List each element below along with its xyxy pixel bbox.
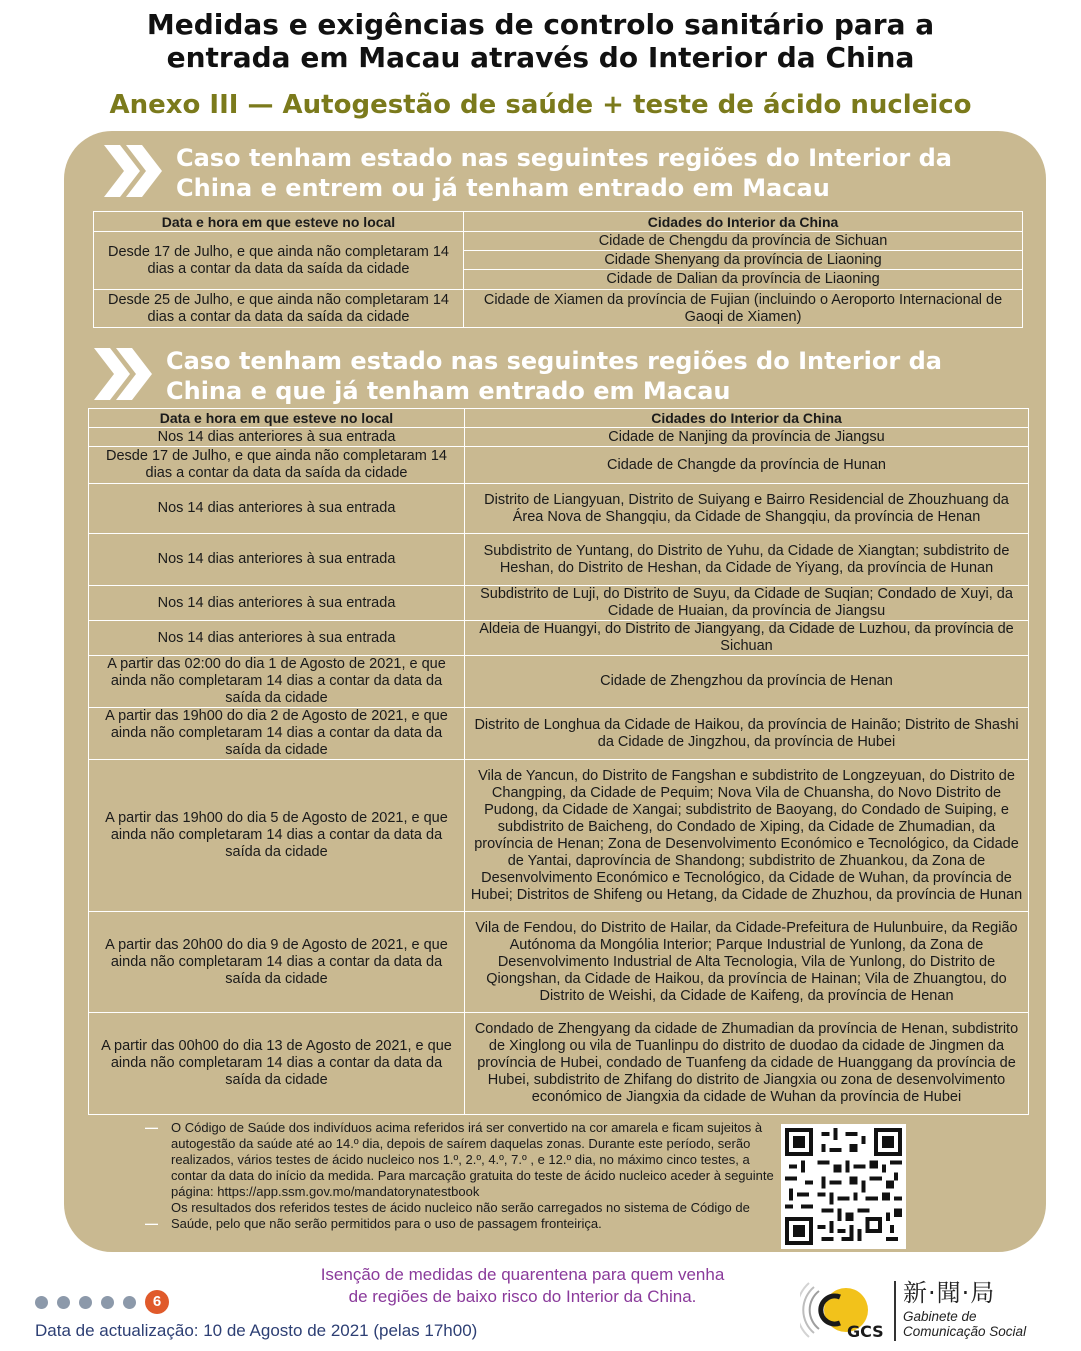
table-row [89, 534, 1029, 586]
city-cell: Distrito de Liangyuan, Distrito de Suiyang e Bairro Residencial de Zhouzhuang da Área Nova de Shangqiu, da Cidade de Shangqiu, da província de Henan [465, 484, 1029, 534]
table-row [89, 1013, 1029, 1115]
column-header-city: Cidades do Interior da China [465, 409, 1029, 428]
city-cell: Cidade de Dalian da província de Liaoning [464, 270, 1023, 290]
page-dot[interactable] [79, 1296, 92, 1309]
city-cell: Subdistrito de Yuntang, do Distrito de Yuhu, da Cidade de Xiangtan; subdistrito de Heshan, do Distrito de Heshan, da Cidade de Yiyang, da província de Hunan [465, 534, 1029, 586]
section-1-title [176, 143, 952, 203]
page-indicator [35, 1290, 169, 1314]
exemption-line-1: Isenção de medidas de quarentena para quem venha [320, 1265, 725, 1284]
dash-bullet-icon: — [145, 1216, 158, 1231]
table-row [89, 656, 1029, 708]
table-row [89, 621, 1029, 656]
table-row [89, 447, 1029, 484]
section-1-title-line-1: Caso tenham estado nas seguintes regiões do Interior da [176, 144, 952, 172]
current-page-badge: 6 [145, 1290, 169, 1314]
double-chevron-icon [100, 143, 164, 199]
table-row [89, 586, 1029, 621]
exemption-notice [250, 1264, 795, 1308]
dash-bullet-icon: — [145, 1120, 158, 1135]
date-cell: Nos 14 dias anteriores à sua entrada [89, 534, 465, 586]
date-cell: Nos 14 dias anteriores à sua entrada [89, 621, 465, 656]
page-subtitle: Anexo III — Autogestão de saúde + teste de ácido nucleico [109, 90, 972, 120]
city-cell: Cidade de Chengdu da província de Sichuan [464, 232, 1023, 251]
city-cell: Vila de Yancun, do Distrito de Fangshan e subdistrito de Longzeyuan, do Distrito de Changping, da Cidade de Pequim; Nova Vila de Chuansha, do Novo Distrito de Pudong, da Cidade de Xangai; subdistrito de Baoyang, do Condado de Suiping, e subdistrito de Baicheng, do Condado de Xiping, da Cidade de Zhumadian, da província de Henan; Zona de Desenvolvimento Económico e Tecnológico, da Cidade de Yantai, daprovíncia de Shandong; subdistrito de Zhuankou, da Zona de Desenvolvimento Económico e Tecnológico, da Cidade de Wuhan, da província de Hubei; Distritos de Shifeng ou Hetang, da Cidade de Zhuzhou, da província de Hunan [465, 760, 1029, 912]
date-cell: A partir das 19h00 do dia 2 de Agosto de 2021, e que ainda não completaram 14 dias a contar da data da saída da cidade [89, 708, 465, 760]
city-cell: Cidade de Changde da província de Hunan [465, 447, 1029, 484]
page-dot[interactable] [57, 1296, 70, 1309]
page-dot[interactable] [101, 1296, 114, 1309]
city-cell: Cidade de Nanjing da província de Jiangsu [465, 428, 1029, 447]
notes [145, 1120, 775, 1232]
column-header-date: Data e hora em que esteve no local [94, 212, 464, 232]
page-title [0, 8, 1081, 74]
date-cell: Desde 17 de Julho, e que ainda não completaram 14 dias a contar da data da saída da cidade [94, 232, 464, 290]
note-text: Os resultados dos referidos testes de ácido nucleico não serão carregados no sistema de Código de Saúde, pelo que não serão permitidos para o uso de passagem fronteiriça. [171, 1200, 750, 1231]
gcs-logo [800, 1275, 1070, 1345]
section-1-heading [100, 143, 952, 203]
table-row [89, 484, 1029, 534]
logo-portuguese-name [903, 1309, 1026, 1339]
column-header-date: Data e hora em que esteve no local [89, 409, 465, 428]
double-chevron-icon [90, 346, 154, 402]
table-row [89, 760, 1029, 912]
city-cell: Condado de Zhengyang da cidade de Zhumadian da província de Henan, subdistrito de Xinglong ou vila de Tuanlinpu do distrito de duodao da cidade de Jingmen da província de Hubei, condado de Tuanfeng da cidade de Huanggang da província de Hubei, subdistrito de Zhifang do distrito de Jiangxia ou zona de desenvolvimento económico de Jiangxia da cidade de Wuhan da província de Hubei [465, 1013, 1029, 1115]
city-cell: Cidade Shenyang da província de Liaoning [464, 251, 1023, 270]
date-cell: Nos 14 dias anteriores à sua entrada [89, 428, 465, 447]
city-cell: Distrito de Longhua da Cidade de Haikou, da província de Hainão; Distrito de Shashi da Cidade de Jingzhou, da província de Hubei [465, 708, 1029, 760]
section-1-table [93, 211, 1023, 328]
date-cell: Desde 25 de Julho, e que ainda não completaram 14 dias a contar da data da saída da cidade [94, 290, 464, 328]
section-2-title-line-1: Caso tenham estado nas seguintes regiões do Interior da [166, 347, 942, 375]
logo-divider [894, 1281, 896, 1341]
logo-pt-line-1: Gabinete de [903, 1309, 977, 1324]
date-cell: Desde 17 de Julho, e que ainda não completaram 14 dias a contar da data da saída da cidade [89, 447, 465, 484]
update-date: Data de actualização: 10 de Agosto de 2021 (pelas 17h00) [35, 1321, 478, 1340]
section-2-title [166, 346, 942, 406]
logo-pt-line-2: Comunicação Social [903, 1324, 1027, 1339]
logo-initials: GCS [847, 1322, 884, 1341]
section-2-heading [90, 346, 942, 406]
table-row [94, 290, 1023, 328]
city-cell: Cidade de Xiamen da província de Fujian (incluindo o Aeroporto Internacional de Gaoqi de Xiamen) [464, 290, 1023, 328]
date-cell: Nos 14 dias anteriores à sua entrada [89, 484, 465, 534]
note-item [145, 1200, 775, 1232]
city-cell: Subdistrito de Luji, do Distrito de Suyu, da Cidade de Suqian; Condado de Xuyi, da Cidade de Huaian, da província de Jiangsu [465, 586, 1029, 621]
section-1-title-line-2: China e entrem ou já tenham entrado em Macau [176, 174, 830, 202]
section-2-table [88, 408, 1029, 1115]
table-row [89, 912, 1029, 1013]
date-cell: Nos 14 dias anteriores à sua entrada [89, 586, 465, 621]
city-cell: Vila de Fendou, do Distrito de Hailar, da Cidade-Prefeitura de Hulunbuire, da Região Autónoma da Mongólia Interior; Parque Industrial de Yunlong, da Zona de Desenvolvimento Industrial de Alta Tecnologia, Vila de Yunlong, do Distrito de Qiongshan, da Cidade de Haikou, da província de Hainan; Vila de Zhuangtou, do Distrito de Weishi, da Cidade de Kaifeng, da província de Henan [465, 912, 1029, 1013]
page-dot[interactable] [123, 1296, 136, 1309]
page-dot[interactable] [35, 1296, 48, 1309]
table-row [89, 708, 1029, 760]
table-row [94, 232, 1023, 251]
title-line-1: Medidas e exigências de controlo sanitário para a [146, 8, 935, 41]
city-cell: Cidade de Zhengzhou da província de Henan [465, 656, 1029, 708]
exemption-line-2: de regiões de baixo risco do Interior da China. [348, 1287, 697, 1306]
qr-code-icon [785, 1128, 902, 1245]
title-line-2: entrada em Macau através do Interior da China [166, 41, 915, 74]
gcs-logo-icon [800, 1277, 892, 1343]
qr-code[interactable] [781, 1124, 906, 1249]
date-cell: A partir das 20h00 do dia 9 de Agosto de 2021, e que ainda não completaram 14 dias a contar da data da saída da cidade [89, 912, 465, 1013]
column-header-city: Cidades do Interior da China [464, 212, 1023, 232]
city-cell: Aldeia de Huangyi, do Distrito de Jiangyang, da Cidade de Luzhou, da província de Sichuan [465, 621, 1029, 656]
note-text: O Código de Saúde dos indivíduos acima referidos irá ser convertido na cor amarela e ficam sujeitos à autogestão da saúde até ao 14.º dia, depois de saírem daquelas zonas. Durante este período, serão realizados, vários testes de ácido nucleico nos 1.º, 2.º, 4.º, 7.º , e 12.º dia, no máximo cinco testes, a contar da data do início da medida. Para marcação gratuita do teste de ácido nucleico aceder à seguinte página: https://app.ssm.gov.mo/mandatorynatestbook [171, 1120, 774, 1199]
date-cell: A partir das 19h00 do dia 5 de Agosto de 2021, e que ainda não completaram 14 dias a contar da data da saída da cidade [89, 760, 465, 912]
table-row [89, 428, 1029, 447]
note-item [145, 1120, 775, 1200]
logo-chinese-name: 新·聞·局 [903, 1279, 996, 1307]
date-cell: A partir das 00h00 do dia 13 de Agosto de 2021, e que ainda não completaram 14 dias a contar da data da saída da cidade [89, 1013, 465, 1115]
section-2-title-line-2: China e que já tenham entrado em Macau [166, 377, 731, 405]
date-cell: A partir das 02:00 do dia 1 de Agosto de 2021, e que ainda não completaram 14 dias a contar da data da saída da cidade [89, 656, 465, 708]
